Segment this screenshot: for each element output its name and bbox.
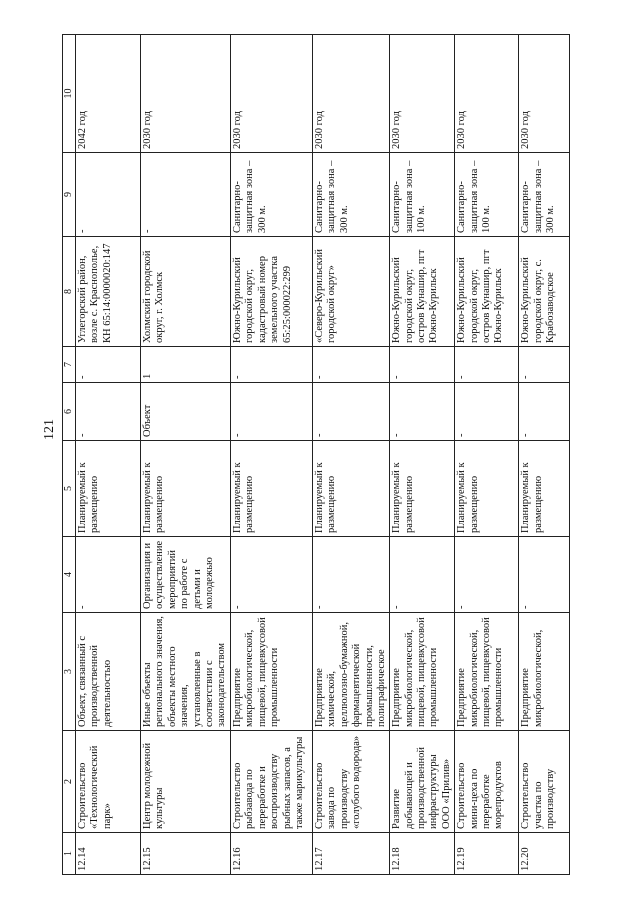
object-name: Строительство «Технологический парк» (76, 731, 141, 833)
object-name: Строительство завода по производству «голубого водорода» (313, 731, 390, 833)
object-zone: - (76, 153, 141, 237)
object-purpose: - (231, 537, 313, 613)
object-unit: - (231, 383, 313, 441)
row-number: 12.17 (313, 833, 390, 875)
object-unit: - (455, 383, 519, 441)
row-number: 12.15 (141, 833, 231, 875)
header-cell: 4 (63, 537, 76, 613)
header-cell: 7 (63, 347, 76, 383)
object-type: Предприятие микробиологической, пищевой, пищевкусовой промышленности (455, 613, 519, 731)
object-count: 1 (141, 347, 231, 383)
object-purpose: - (519, 537, 570, 613)
header-cell: 1 (63, 833, 76, 875)
header-cell: 9 (63, 153, 76, 237)
object-type: Предприятие микробиологической, пищевой, пищевкусовой промышленности (390, 613, 455, 731)
object-type: Иные объекты регионального значения, объекты местного значения, установленные в соответствии с законодательством (141, 613, 231, 731)
object-unit: - (390, 383, 455, 441)
rotated-table-wrapper (62, 35, 570, 875)
object-status: Планируемый к размещению (76, 441, 141, 537)
object-purpose: - (76, 537, 141, 613)
object-location: Южно-Курильский городской округ, с. Крабозаводское (519, 237, 570, 347)
object-location: Углегорский район, возле с. Краснополье, КН 65:14:0000020:147 (76, 237, 141, 347)
object-name: Развитие добывающей и производственной инфраструктуры ООО «Прилив» (390, 731, 455, 833)
header-cell: 10 (63, 35, 76, 153)
object-status: Планируемый к размещению (519, 441, 570, 537)
row-number: 12.20 (519, 833, 570, 875)
object-location: Южно-Курильский городской округ, кадастровый номер земельного участка 65:25:000022:299 (231, 237, 313, 347)
object-type: Предприятие микробиологической, пищевой, пищевкусовой промышленности (231, 613, 313, 731)
object-status: Планируемый к размещению (231, 441, 313, 537)
object-deadline: 2030 год (519, 35, 570, 153)
object-status: Планируемый к размещению (313, 441, 390, 537)
object-zone: Санитарно-защитная зона – 100 м. (390, 153, 455, 237)
table-row (76, 35, 141, 875)
object-deadline: 2042 год (76, 35, 141, 153)
object-status: Планируемый к размещению (141, 441, 231, 537)
table-row (455, 35, 519, 875)
object-count: - (313, 347, 390, 383)
object-zone: Санитарно-защитная зона – 100 м. (455, 153, 519, 237)
object-unit: - (76, 383, 141, 441)
object-count: - (231, 347, 313, 383)
table-row (231, 35, 313, 875)
object-deadline: 2030 год (141, 35, 231, 153)
row-number: 12.18 (390, 833, 455, 875)
table-row (141, 35, 231, 875)
object-location: Южно-Курильский городской округ, остров Кунашир, пгт Южно-Курильск (390, 237, 455, 347)
object-name: Строительство мини-цеха по переработке морепродуктов (455, 731, 519, 833)
header-cell: 6 (63, 383, 76, 441)
object-name: Строительство участка по производству (519, 731, 570, 833)
object-unit: - (519, 383, 570, 441)
header-cell: 3 (63, 613, 76, 731)
object-deadline: 2030 год (390, 35, 455, 153)
object-purpose: - (455, 537, 519, 613)
object-count: - (455, 347, 519, 383)
object-status: Планируемый к размещению (455, 441, 519, 537)
object-name: Строительство рыбзавода по переработке и воспроизводству рыбных запасов, а также марикультуры (231, 731, 313, 833)
header-cell: 8 (63, 237, 76, 347)
object-location: Холмский городской округ, г. Холмск (141, 237, 231, 347)
object-zone: Санитарно-защитная зона – 300 м. (231, 153, 313, 237)
object-location: «Северо-Курильский городской округ» (313, 237, 390, 347)
table-row (390, 35, 455, 875)
header-row (63, 35, 76, 875)
object-zone: Санитарно-защитная зона – 300 м. (519, 153, 570, 237)
object-purpose: - (313, 537, 390, 613)
object-name: Центр молодежной культуры (141, 731, 231, 833)
objects-table (62, 34, 570, 875)
row-number: 12.14 (76, 833, 141, 875)
object-unit: - (313, 383, 390, 441)
object-count: - (519, 347, 570, 383)
header-cell: 5 (63, 441, 76, 537)
row-number: 12.16 (231, 833, 313, 875)
object-type: Предприятие микробиологической, (519, 613, 570, 731)
object-deadline: 2030 год (455, 35, 519, 153)
object-count: - (390, 347, 455, 383)
table-row (519, 35, 570, 875)
object-zone: Санитарно-защитная зона – 300 м. (313, 153, 390, 237)
object-zone: - (141, 153, 231, 237)
object-count: - (76, 347, 141, 383)
row-number: 12.19 (455, 833, 519, 875)
object-deadline: 2030 год (231, 35, 313, 153)
object-deadline: 2030 год (313, 35, 390, 153)
object-purpose: Организация и осуществление мероприятий по работе с детьми и молодежью (141, 537, 231, 613)
header-cell: 2 (63, 731, 76, 833)
table-row (313, 35, 390, 875)
object-location: Южно-Курильский городской округ, остров Кунашир, пгт Южно-Курильск (455, 237, 519, 347)
object-purpose: - (390, 537, 455, 613)
object-status: Планируемый к размещению (390, 441, 455, 537)
object-unit: Объект (141, 383, 231, 441)
object-type: Предприятие химической, целлюлозно-бумажной, фармацевтической промышленности, полиграфическое (313, 613, 390, 731)
object-type: Объект, связанный с производственной деятельностью (76, 613, 141, 731)
page-number: 121 (42, 419, 57, 440)
